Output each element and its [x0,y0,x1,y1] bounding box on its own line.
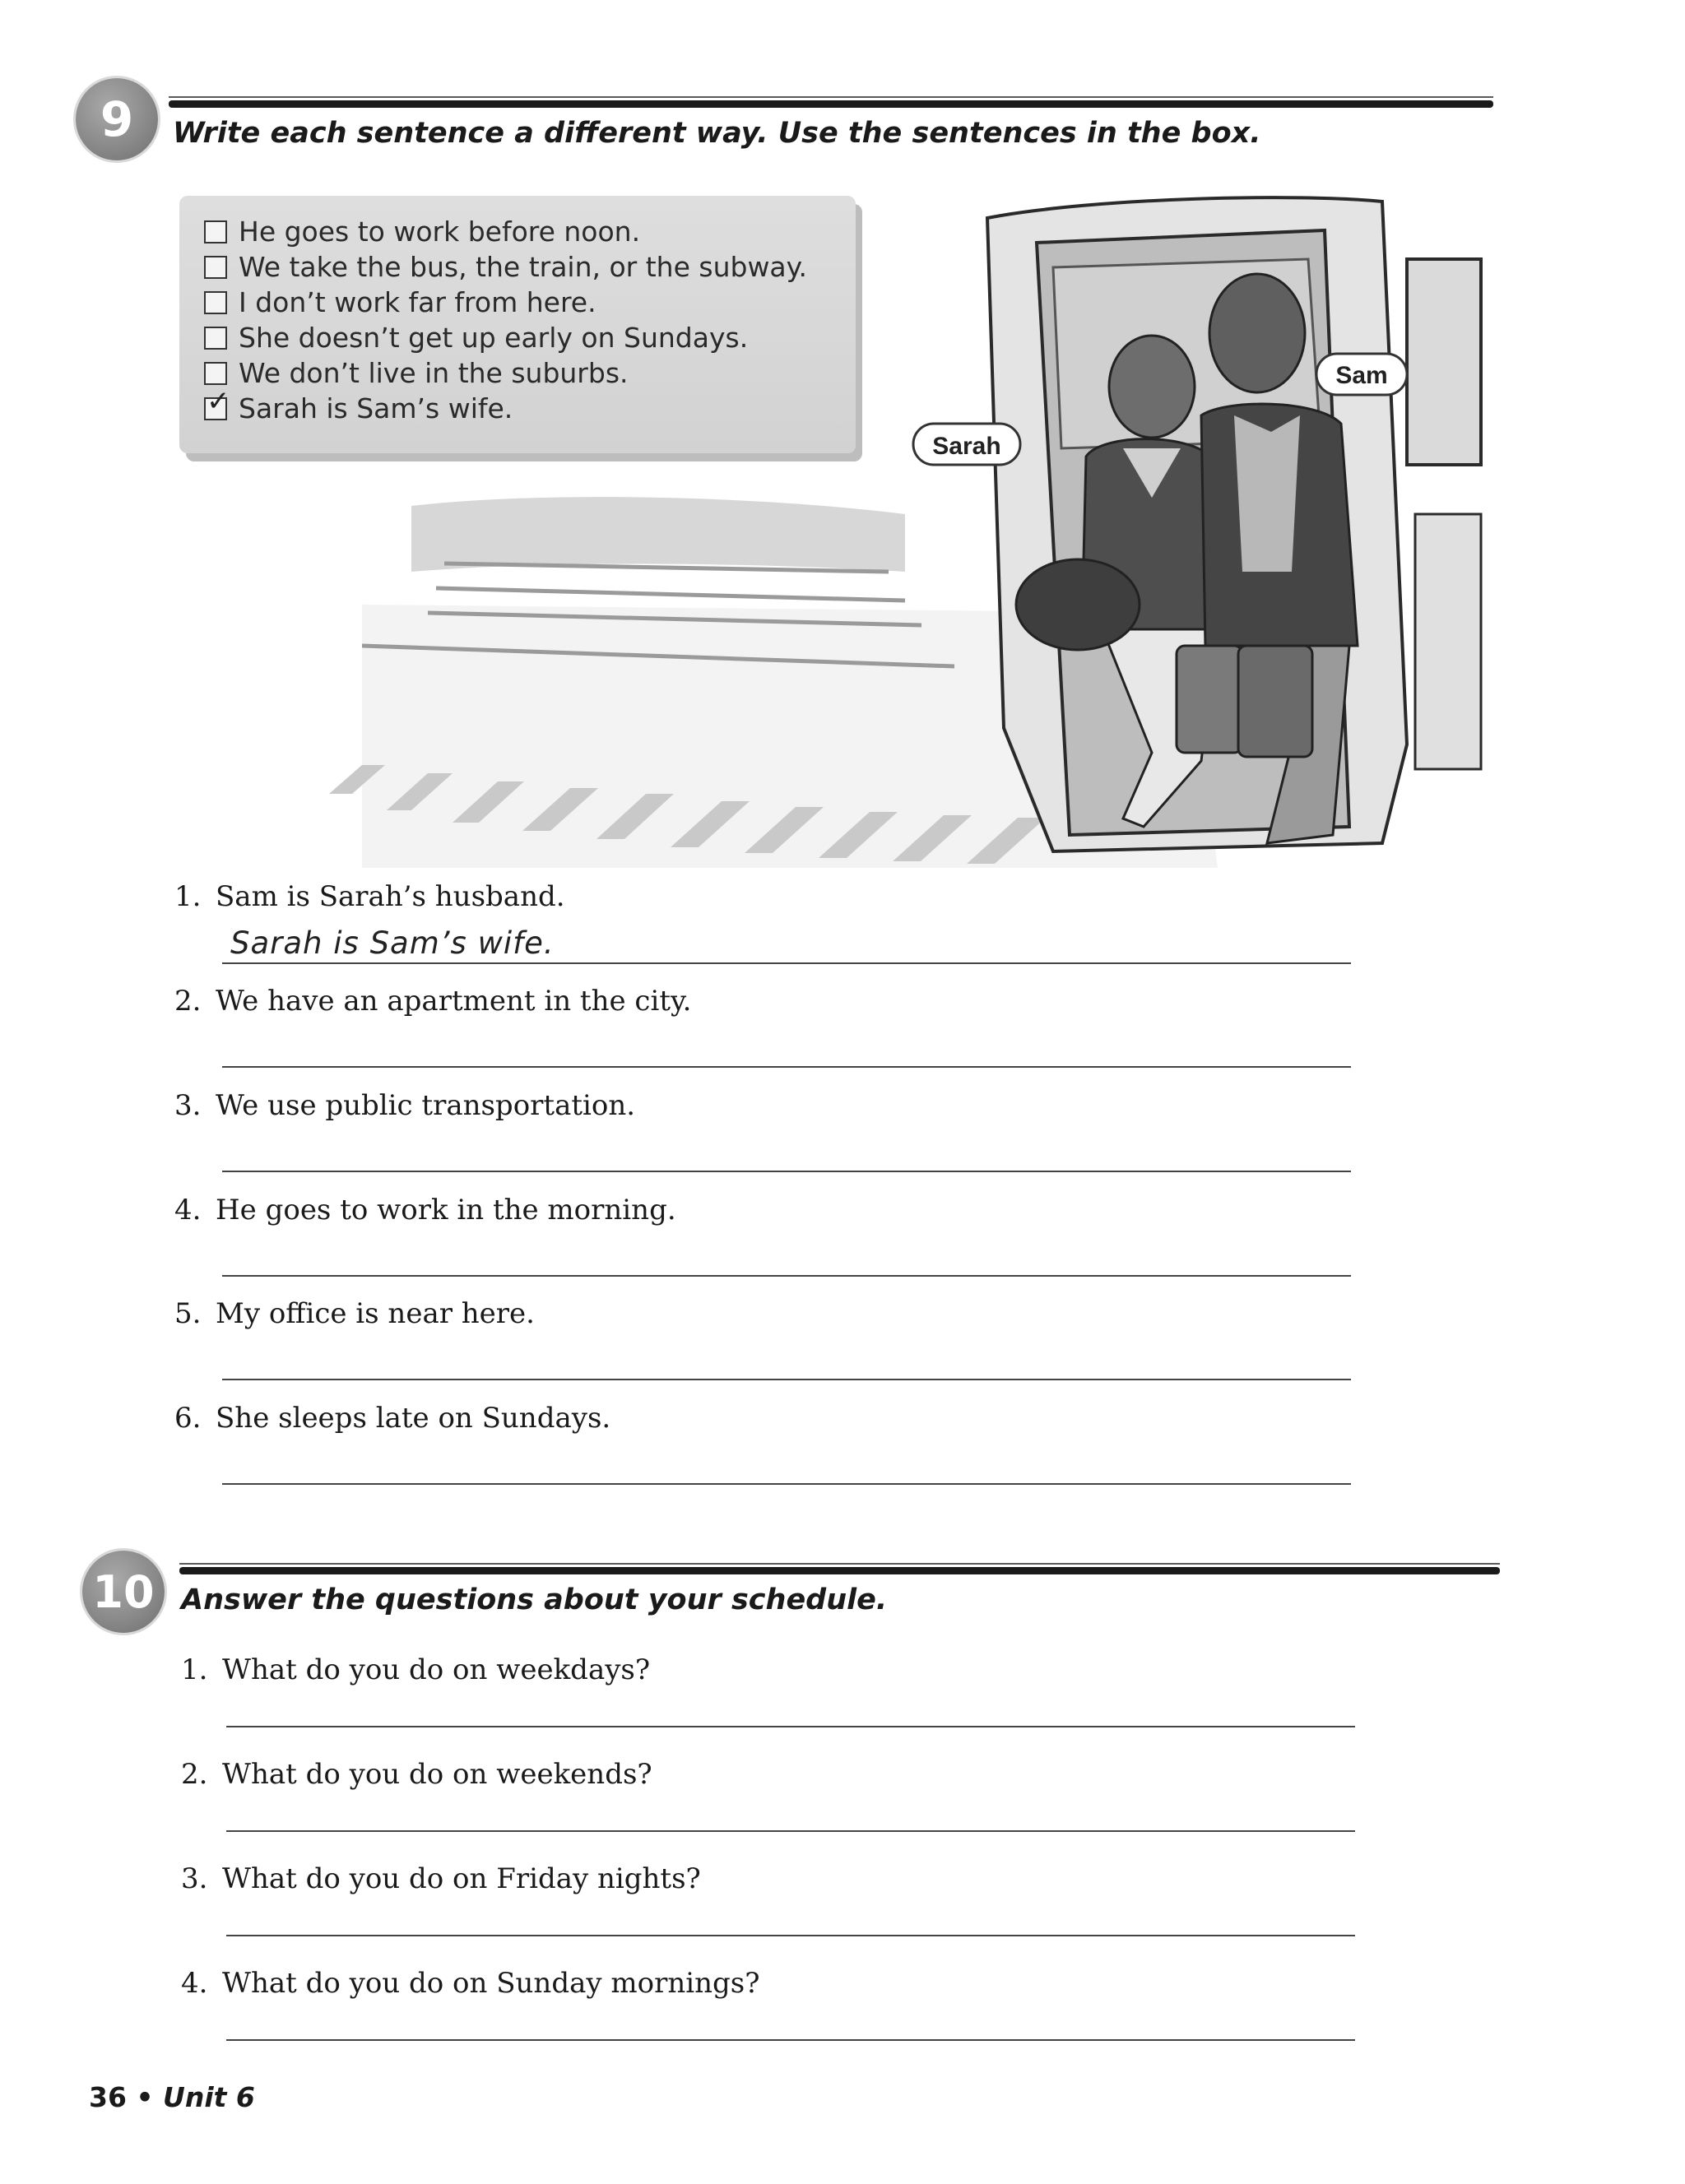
answer-line[interactable] [222,962,1351,964]
checkbox[interactable] [204,327,227,350]
page-footer [89,2081,255,2113]
item-prompt: Sam is Sarah’s husband. [216,880,565,913]
answer-line[interactable] [222,1379,1351,1380]
unit-label: Unit 6 [163,2081,255,2113]
page-number: 36 [89,2081,127,2113]
exercise-item [174,1194,676,1226]
checkmark-icon: ✓ [207,384,230,418]
item-prompt: He goes to work in the morning. [216,1194,676,1226]
box-sentence-text: He goes to work before noon. [239,216,641,248]
sarah-label-text: Sarah [932,433,1001,460]
train-couple-illustration [313,185,1506,901]
checkbox[interactable] [204,362,227,385]
item-number: 2. [174,985,202,1018]
answer-line[interactable] [222,1275,1351,1277]
item-prompt: What do you do on weekdays? [222,1653,651,1686]
item-prompt: She sleeps late on Sundays. [216,1402,611,1435]
exercise-item [174,1297,535,1330]
item-prompt: What do you do on Sunday mornings? [222,1967,760,2000]
exercise-item [181,1653,650,1686]
exercise-item [181,1862,701,1895]
item-number: 1. [174,880,202,913]
exercise-item [181,1967,759,2000]
checkbox-checked[interactable] [204,384,230,420]
section-9-number: 9 [100,91,134,147]
box-sentence-text: Sarah is Sam’s wife. [239,392,513,424]
item-prompt: We use public transportation. [216,1089,636,1122]
item-number: 2. [181,1758,208,1791]
section-10-number: 10 [92,1565,155,1618]
item-prompt: We have an apartment in the city. [216,985,692,1018]
answer-line[interactable] [222,1171,1351,1172]
box-sentence-text: We take the bus, the train, or the subway. [239,251,807,283]
answer-line[interactable] [226,1726,1355,1727]
box-sentence-text: I don’t work far from here. [239,286,596,318]
exercise-item [174,1089,635,1122]
section-9-number-badge [76,78,158,160]
answer-line[interactable] [226,1935,1355,1936]
exercise-item [174,1402,610,1435]
item-number: 5. [174,1297,202,1330]
answer-line[interactable] [222,1483,1351,1485]
checkbox[interactable] [204,220,227,243]
footer-bullet: • [136,2081,154,2113]
answer-line[interactable] [226,2039,1355,2041]
item-prompt: What do you do on weekends? [222,1758,652,1791]
item-number: 3. [174,1089,202,1122]
exercise-item [174,880,565,913]
sarah-label [913,424,1020,465]
item-number: 4. [174,1194,202,1226]
section-9-instruction: Write each sentence a different way. Use the sentences in the box. [173,117,1261,150]
item-prompt: What do you do on Friday nights? [222,1862,701,1895]
checkbox[interactable] [204,291,227,314]
box-sentence-text: She doesn’t get up early on Sundays. [239,322,749,354]
box-sentence-text: We don’t live in the suburbs. [239,357,629,389]
section-10-number-badge [82,1551,165,1633]
item-number: 6. [174,1402,202,1435]
checkbox[interactable] [204,256,227,279]
section-10-instruction: Answer the questions about your schedule. [181,1584,888,1616]
exercise-item [174,985,691,1018]
answer-line[interactable] [226,1830,1355,1832]
handwritten-answer: Sarah is Sam’s wife. [230,925,555,961]
section-10-rule [179,1567,1500,1574]
section-9-rule [169,100,1493,108]
sam-label [1316,354,1407,395]
item-number: 3. [181,1862,208,1895]
exercise-item [181,1758,652,1791]
item-number: 1. [181,1653,208,1686]
sam-label-text: Sam [1335,362,1388,389]
item-prompt: My office is near here. [216,1297,535,1330]
answer-line[interactable] [222,1066,1351,1068]
item-number: 4. [181,1967,208,2000]
